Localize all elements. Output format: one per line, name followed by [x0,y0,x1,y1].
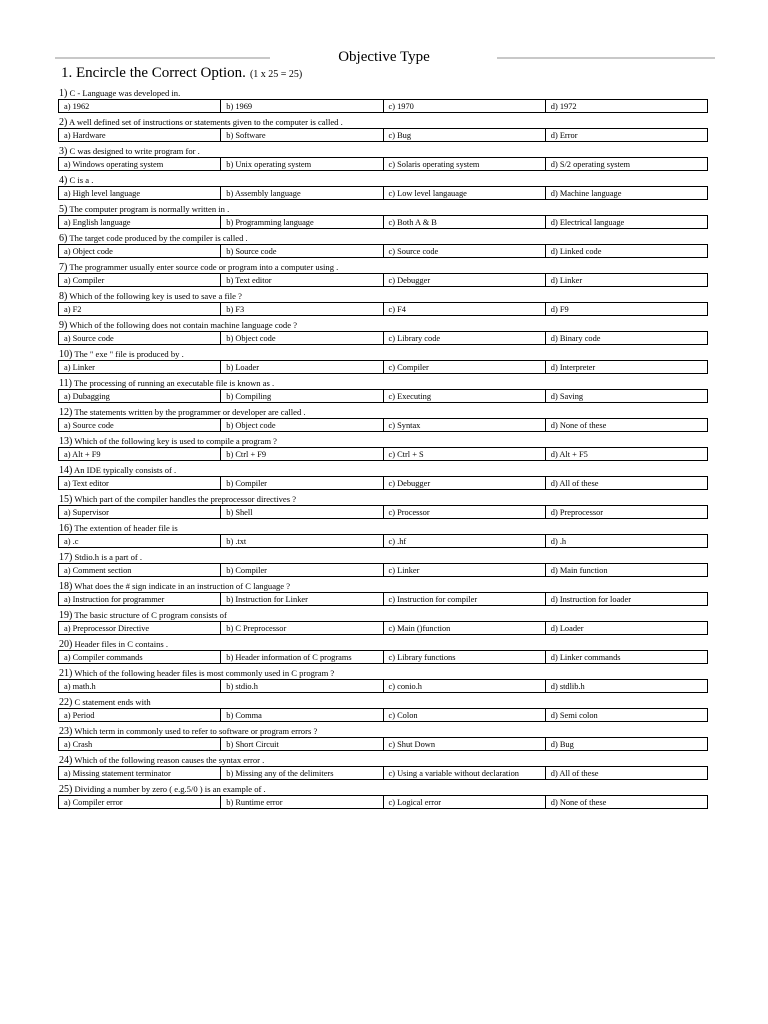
question-text [58,88,708,99]
question-item [58,204,708,229]
question-prompt: Which of the following key is used to save a file ? [69,291,242,301]
option-c[interactable]: c) 1970 [384,100,546,112]
question-text [58,668,708,679]
options-row [58,708,708,722]
option-a[interactable]: a) Compiler error [59,796,221,808]
option-b[interactable]: b) C Preprocessor [221,622,383,634]
options-row [58,186,708,200]
question-number: 3) [59,146,68,157]
question-prompt: Dividing a number by zero ( e.g.5/0 ) is an example of . [74,784,266,794]
option-d[interactable]: d) 1972 [550,102,577,111]
question-prompt: The computer program is normally written in . [69,204,230,214]
question-number: 21) [59,668,73,679]
option-c[interactable]: c) Using a variable without declaration [384,767,546,779]
options-row [58,563,708,577]
option-c[interactable]: c) Library functions [384,651,546,663]
question-item [58,88,708,113]
question-number: 22) [59,697,73,708]
option-a[interactable]: a) English language [59,216,221,228]
question-prompt: What does the # sign indicate in an instruction of C language ? [74,581,291,591]
question-number: 18) [59,581,73,592]
question-prompt: C - Language was developed in. [69,88,181,98]
question-text [58,581,708,592]
options-row [58,476,708,490]
option-a[interactable]: a) Missing statement terminator [59,767,221,779]
question-item [58,146,708,171]
option-a[interactable]: a) math.h [59,680,221,692]
option-b[interactable]: b) F3 [221,303,383,315]
question-text [58,262,708,273]
question-prompt: A well defined set of instructions or statements given to the computer is called . [69,117,343,127]
option-c[interactable]: c) Colon [384,709,546,721]
question-number: 20) [59,639,73,650]
options-row [58,592,708,606]
option-d[interactable]: d) Linker [550,276,583,285]
options-row [58,679,708,693]
option-a[interactable]: a) Text editor [59,477,221,489]
question-text [58,233,708,244]
question-text [58,784,708,795]
page-title: Objective Type [338,49,430,65]
option-c[interactable]: c) Processor [384,506,546,518]
question-number: 11) [59,378,72,389]
option-b[interactable]: b) Loader [221,361,383,373]
option-d[interactable]: d) Preprocessor [550,508,604,517]
option-b[interactable]: b) Object code [221,419,383,431]
options-row [58,795,708,809]
option-b[interactable]: b) 1969 [221,100,383,112]
options-row [58,360,708,374]
options-row [58,505,708,519]
option-c[interactable]: c) Debugger [384,274,546,286]
question-text [58,494,708,505]
options-row [58,447,708,461]
question-text [58,378,708,389]
option-c[interactable]: c) Linker [384,564,546,576]
question-item [58,233,708,258]
option-d[interactable]: d) S/2 operating system [550,160,631,169]
option-d[interactable]: d) Error [550,131,578,140]
option-a[interactable]: a) Hardware [59,129,221,141]
question-text [58,552,708,563]
question-prompt: The basic structure of C program consists of [74,610,227,620]
option-b[interactable]: b) Compiling [221,390,383,402]
option-d[interactable]: d) .h [550,537,567,546]
option-c[interactable]: c) .hf [384,535,546,547]
question-item [58,494,708,519]
question-item [58,523,708,548]
option-a[interactable]: a) Object code [59,245,221,257]
options-row [58,215,708,229]
question-number: 2) [59,117,68,128]
question-number: 25) [59,784,73,795]
option-a[interactable]: a) Dubagging [59,390,221,402]
option-b[interactable]: b) Header information of C programs [221,651,383,663]
options-row [58,331,708,345]
question-number: 4) [59,175,68,186]
question-prompt: Which term in commonly used to refer to software or program errors ? [74,726,318,736]
option-d[interactable]: d) Main function [550,566,608,575]
question-item [58,697,708,722]
option-c[interactable]: c) Compiler [384,361,546,373]
question-text [58,465,708,476]
question-text [58,117,708,128]
section-heading [61,65,302,82]
option-b[interactable]: b) Text editor [221,274,383,286]
question-number: 17) [59,552,73,563]
option-b[interactable]: b) Source code [221,245,383,257]
option-a[interactable]: a) 1962 [59,100,221,112]
question-text [58,349,708,360]
option-c[interactable]: c) Source code [384,245,546,257]
option-b[interactable]: b) .txt [221,535,383,547]
question-number: 24) [59,755,73,766]
question-item [58,320,708,345]
option-c[interactable]: c) F4 [384,303,546,315]
question-text [58,755,708,766]
question-item [58,581,708,606]
options-row [58,621,708,635]
option-a[interactable]: a) Source code [59,419,221,431]
question-prompt: Which of the following reason causes the syntax error . [74,755,265,765]
option-a[interactable]: a) Supervisor [59,506,221,518]
option-c[interactable]: c) Library code [384,332,546,344]
option-c[interactable]: c) Ctrl + S [384,448,546,460]
options-row [58,302,708,316]
question-prompt: C statement ends with [74,697,151,707]
options-row [58,737,708,751]
option-b[interactable]: b) Runtime error [221,796,383,808]
question-text [58,291,708,302]
option-d[interactable]: d) All of these [550,479,599,488]
question-prompt: The extention of header file is [74,523,178,533]
option-c[interactable]: c) Shut Down [384,738,546,750]
question-number: 19) [59,610,73,621]
question-item [58,610,708,635]
option-b[interactable]: b) Compiler [221,477,383,489]
question-number: 14) [59,465,73,476]
question-prompt: The programmer usually enter source code or program into a computer using . [69,262,339,272]
question-prompt: C was designed to write program for . [69,146,200,156]
option-b[interactable]: b) Ctrl + F9 [221,448,383,460]
option-c[interactable]: c) Syntax [384,419,546,431]
question-number: 8) [59,291,68,302]
option-c[interactable]: c) Low level langauage [384,187,546,199]
option-a[interactable]: a) F2 [59,303,221,315]
question-prompt: Which of the following header files is most commonly used in C program ? [74,668,335,678]
option-b[interactable]: b) Missing any of the delimiters [221,767,383,779]
question-item [58,291,708,316]
option-a[interactable]: a) Comment section [59,564,221,576]
options-row [58,99,708,113]
question-item [58,552,708,577]
question-prompt: Which of the following does not contain machine language code ? [69,320,298,330]
question-item [58,436,708,461]
option-d[interactable]: d) Loader [550,624,584,633]
option-a[interactable]: a) Instruction for programmer [59,593,221,605]
question-prompt: Which of the following key is used to compile a program ? [74,436,277,446]
question-item [58,175,708,200]
question-item [58,117,708,142]
question-number: 9) [59,320,68,331]
question-item [58,726,708,751]
option-d[interactable]: d) None of these [550,421,607,430]
question-number: 12) [59,407,73,418]
question-text [58,320,708,331]
question-text [58,436,708,447]
question-number: 10) [59,349,73,360]
question-prompt: Stdio.h is a part of . [74,552,143,562]
options-row [58,418,708,432]
options-row [58,273,708,287]
option-d[interactable]: d) Saving [550,392,584,401]
option-c[interactable]: c) Main ()function [384,622,546,634]
option-d[interactable]: d) Semi colon [550,711,598,720]
question-text [58,175,708,186]
question-item [58,349,708,374]
option-a[interactable]: a) Compiler commands [59,651,221,663]
option-d[interactable]: d) Linked code [550,247,602,256]
option-b[interactable]: b) Instruction for Linker [221,593,383,605]
question-text [58,610,708,621]
option-d[interactable]: d) F9 [550,305,569,314]
question-item [58,755,708,780]
question-number: 6) [59,233,68,244]
question-prompt: The statements written by the programmer or developer are called . [74,407,306,417]
option-a[interactable]: a) Alt + F9 [59,448,221,460]
option-c[interactable]: c) Both A & B [384,216,546,228]
question-prompt: C is a . [69,175,94,185]
option-c[interactable]: c) Instruction for compiler [384,593,546,605]
option-a[interactable]: a) Source code [59,332,221,344]
question-prompt: An IDE typically consists of . [74,465,177,475]
option-d[interactable]: d) Binary code [550,334,601,343]
question-prompt: The " exe " file is produced by . [74,349,184,359]
question-text [58,146,708,157]
options-row [58,534,708,548]
option-b[interactable]: b) Unix operating system [221,158,383,170]
question-text [58,697,708,708]
option-a[interactable]: a) Compiler [59,274,221,286]
option-b[interactable]: b) Compiler [221,564,383,576]
option-a[interactable]: a) Windows operating system [59,158,221,170]
option-b[interactable]: b) Assembly language [221,187,383,199]
question-number: 5) [59,204,68,215]
option-c[interactable]: c) conio.h [384,680,546,692]
option-b[interactable]: b) Programming language [221,216,383,228]
options-row [58,389,708,403]
question-number: 7) [59,262,68,273]
options-row [58,766,708,780]
option-d[interactable]: d) Interpreter [550,363,596,372]
question-item [58,378,708,403]
option-b[interactable]: b) Comma [221,709,383,721]
options-row [58,128,708,142]
option-d[interactable]: d) Bug [550,740,574,749]
question-prompt: Which part of the compiler handles the preprocessor directives ? [74,494,297,504]
question-item [58,407,708,432]
question-number: 13) [59,436,73,447]
option-a[interactable]: a) Preprocessor Directive [59,622,221,634]
option-d[interactable]: d) Linker commands [550,653,621,662]
question-item [58,668,708,693]
question-prompt: Header files in C contains . [74,639,169,649]
question-item [58,262,708,287]
question-number: 1) [59,88,68,99]
option-c[interactable]: c) Solaris operating system [384,158,546,170]
question-text [58,726,708,737]
question-text [58,204,708,215]
question-text [58,407,708,418]
options-row [58,650,708,664]
question-text [58,639,708,650]
option-d[interactable]: d) Alt + F5 [550,450,588,459]
option-b[interactable]: b) Software [221,129,383,141]
options-row [58,244,708,258]
question-item [58,465,708,490]
option-d[interactable]: d) Instruction for loader [550,595,631,604]
question-number: 15) [59,494,73,505]
option-a[interactable]: a) Linker [59,361,221,373]
question-item [58,784,708,809]
option-b[interactable]: b) Shell [221,506,383,518]
marks-label: (1 x 25 = 25) [249,69,303,80]
option-a[interactable]: a) Period [59,709,221,721]
option-a[interactable]: a) .c [59,535,221,547]
option-b[interactable]: b) Short Circuit [221,738,383,750]
section-heading-text: 1. Encircle the Correct Option. [61,65,246,81]
question-item [58,639,708,664]
options-row [58,157,708,171]
option-c[interactable]: c) Logical error [384,796,546,808]
option-d[interactable]: d) stdlib.h [550,682,585,691]
option-d[interactable]: d) All of these [550,769,599,778]
question-number: 16) [59,523,73,534]
option-d[interactable]: d) Electrical language [550,218,625,227]
option-b[interactable]: b) stdio.h [221,680,383,692]
question-text [58,523,708,534]
question-list [58,88,708,813]
question-prompt: The target code produced by the compiler is called . [69,233,248,243]
option-b[interactable]: b) Object code [221,332,383,344]
option-a[interactable]: a) Crash [59,738,221,750]
option-c[interactable]: c) Executing [384,390,546,402]
option-d[interactable]: d) Machine language [550,189,622,198]
question-number: 23) [59,726,73,737]
option-d[interactable]: d) None of these [550,798,607,807]
option-c[interactable]: c) Debugger [384,477,546,489]
option-a[interactable]: a) High level language [59,187,221,199]
option-c[interactable]: c) Bug [384,129,546,141]
question-prompt: The processing of running an executable file is known as . [73,378,275,388]
